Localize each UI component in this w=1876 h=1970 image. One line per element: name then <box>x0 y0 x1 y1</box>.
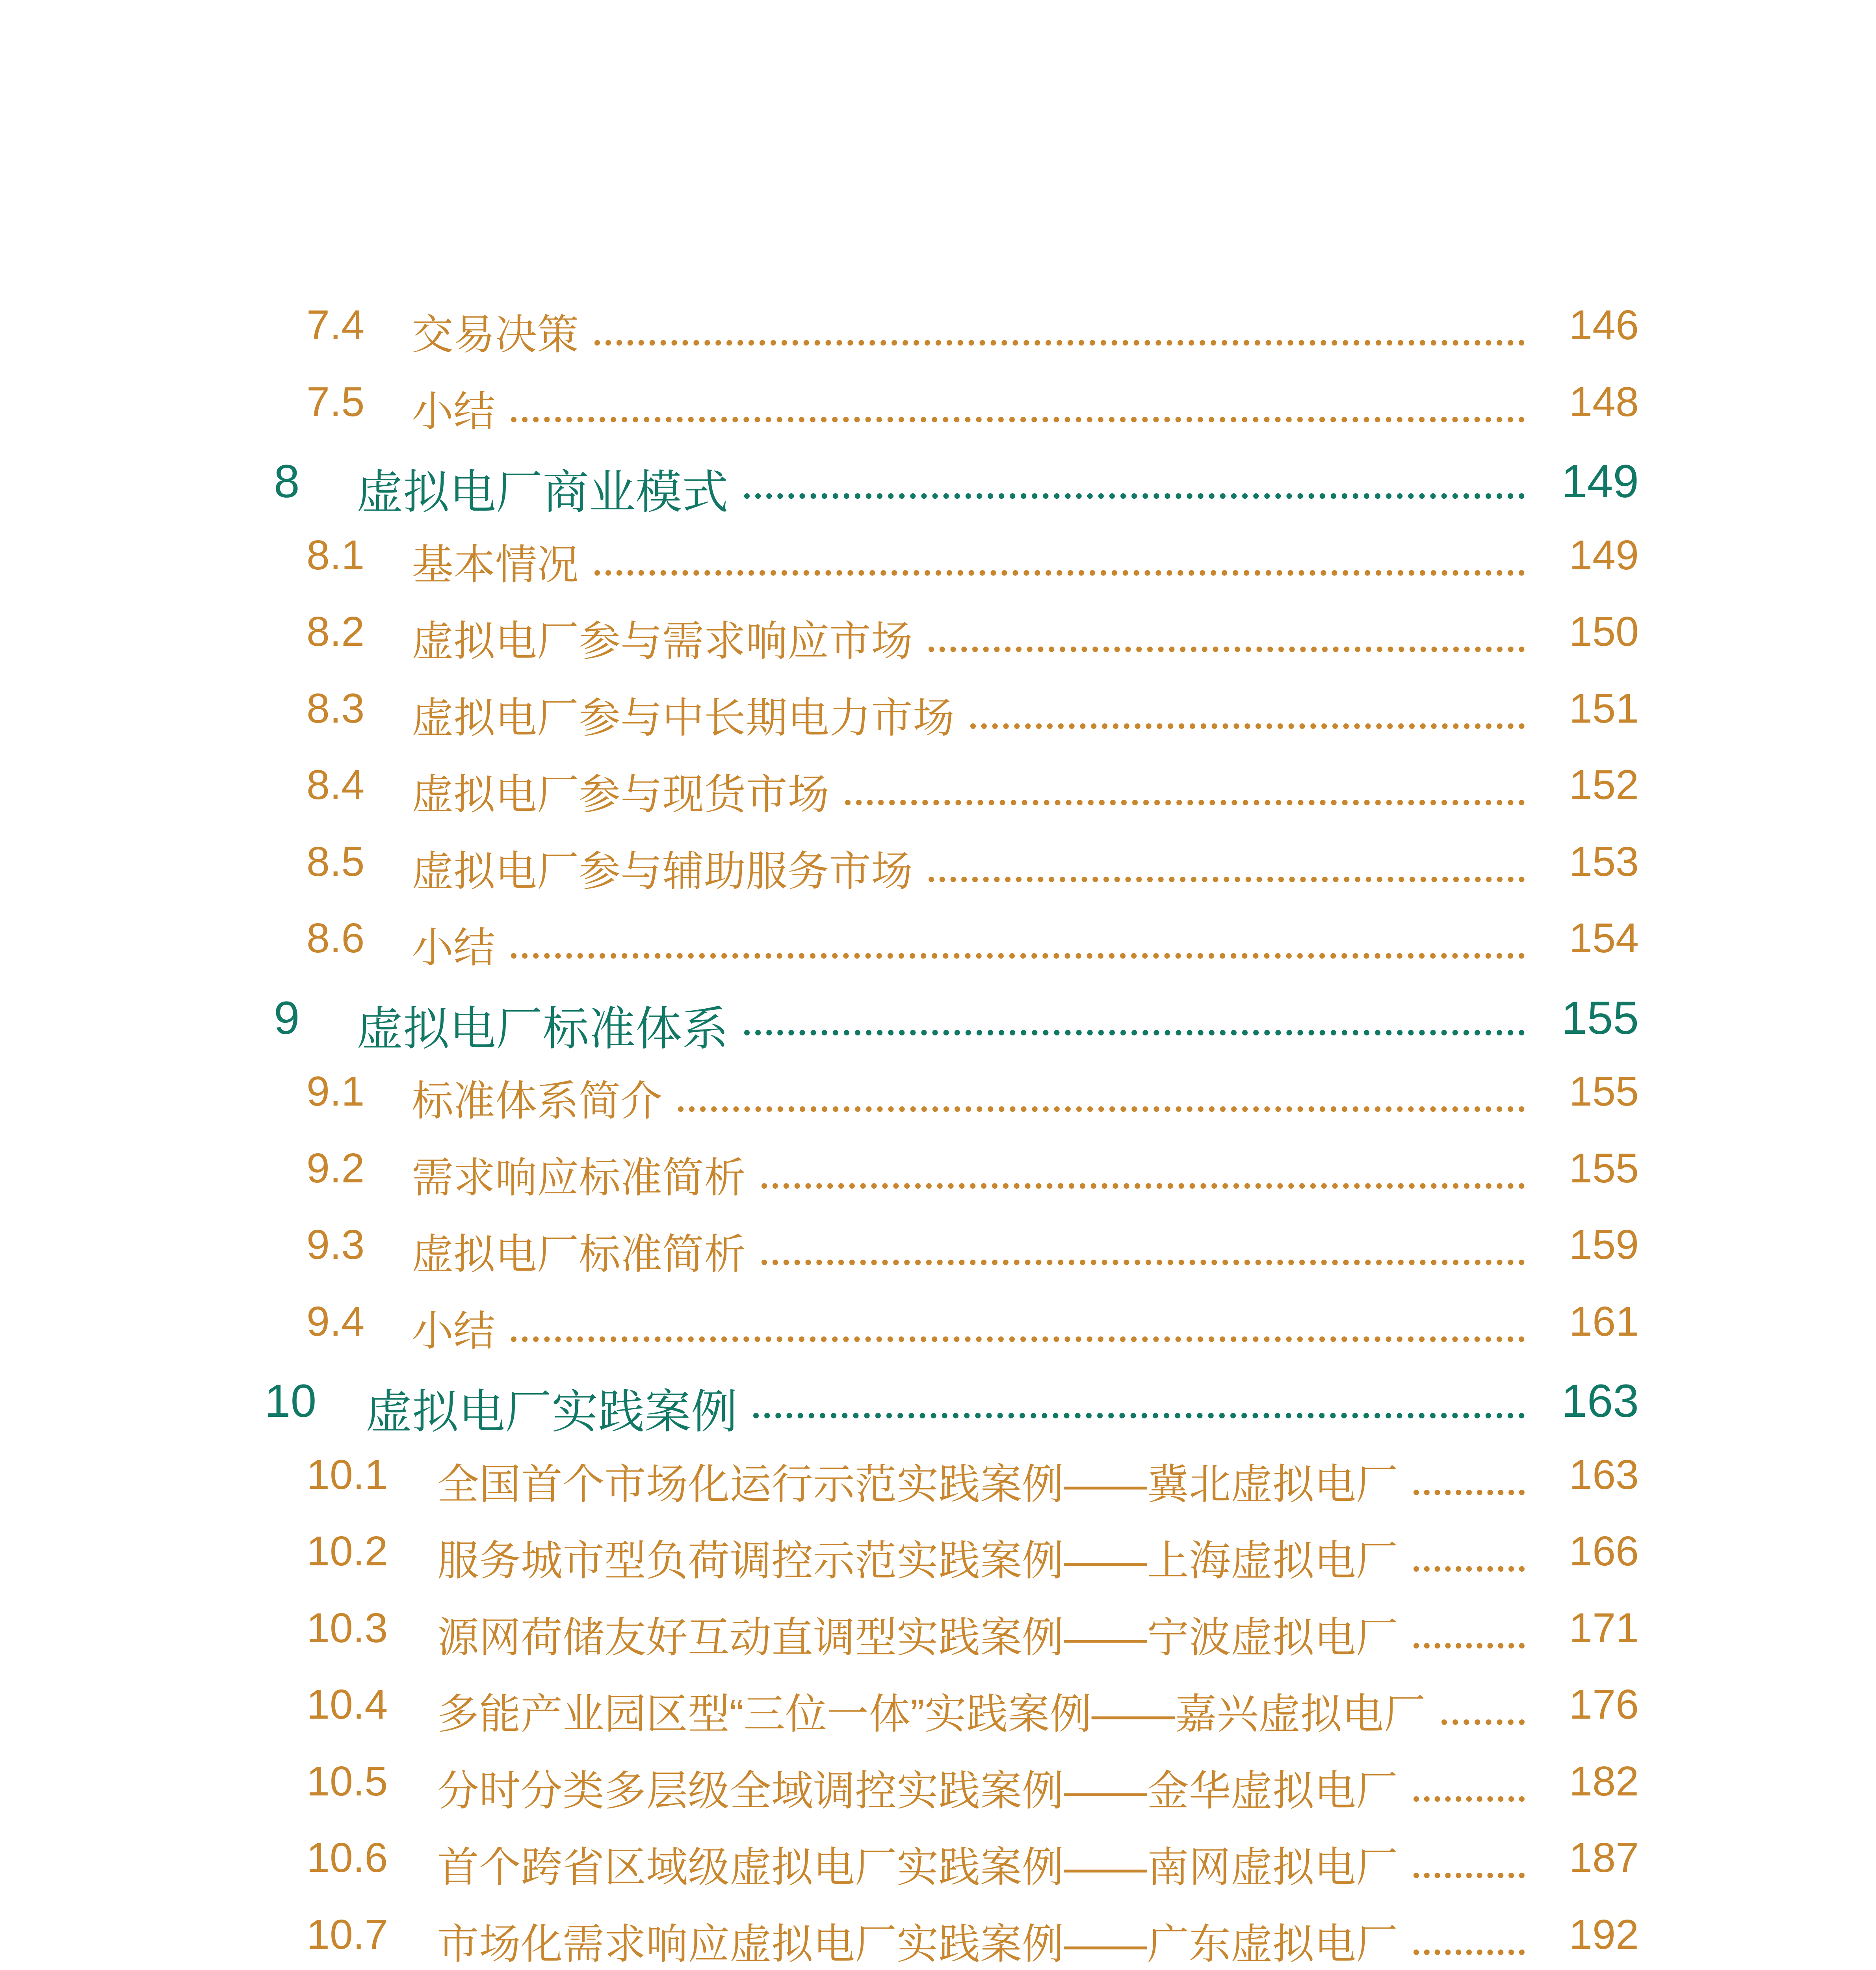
toc-dot-leader <box>511 417 1525 422</box>
toc-dot-leader <box>511 953 1525 959</box>
toc-entry-number: 7.4 <box>306 302 365 348</box>
toc-page-number: 182 <box>1569 1758 1639 1805</box>
toc-entry-number: 8.4 <box>306 762 365 808</box>
toc-section-entry[interactable] <box>0 1604 1876 1663</box>
toc-entry-number: 10.3 <box>306 1604 388 1651</box>
toc-entry-number: 10.2 <box>306 1528 388 1574</box>
toc-entry-number: 8.3 <box>306 685 365 732</box>
toc-entry-number: 9.1 <box>306 1068 365 1115</box>
toc-entry-title: 小结 <box>412 388 495 435</box>
toc-dot-leader <box>678 1106 1525 1112</box>
toc-page-number: 166 <box>1569 1528 1639 1574</box>
toc-page-number: 163 <box>1569 1451 1639 1498</box>
toc-entry-number: 8.5 <box>306 838 365 885</box>
toc-entry-number: 8.6 <box>306 915 365 961</box>
toc-entry-number: 10.6 <box>306 1834 388 1881</box>
toc-entry-title: 多能产业园区型“三位一体”实践案例——嘉兴虚拟电厂 <box>437 1691 1426 1738</box>
toc-chapter-entry[interactable] <box>0 991 1876 1055</box>
toc-entry-title: 虚拟电厂参与现货市场 <box>412 771 829 818</box>
toc-chapter-entry[interactable] <box>0 455 1876 519</box>
toc-page-number: 187 <box>1569 1834 1639 1881</box>
toc-section-entry[interactable] <box>0 1758 1876 1817</box>
toc-page-number: 150 <box>1569 608 1639 655</box>
toc-dot-leader <box>511 1336 1525 1342</box>
toc-dot-leader <box>1414 1796 1525 1802</box>
toc-entry-title: 标准体系简介 <box>412 1078 662 1124</box>
toc-page-number: 155 <box>1569 1068 1639 1115</box>
toc-section-entry[interactable] <box>0 1298 1876 1357</box>
toc-entry-number: 8.2 <box>306 608 365 655</box>
toc-dot-leader <box>1414 1490 1525 1495</box>
toc-page-number: 154 <box>1569 915 1639 961</box>
toc-entry-title: 需求响应标准简析 <box>412 1154 746 1201</box>
toc-entry-number: 7.5 <box>306 378 365 425</box>
toc-section-entry[interactable] <box>0 1145 1876 1204</box>
toc-entry-title: 源网荷储友好互动直调型实践案例——宁波虚拟电厂 <box>437 1614 1398 1661</box>
toc-entry-title: 分时分类多层级全域调控实践案例——金华虚拟电厂 <box>437 1767 1398 1814</box>
toc-page-number: 176 <box>1569 1681 1639 1728</box>
toc-dot-leader <box>762 1260 1525 1265</box>
toc-section-entry[interactable] <box>0 1068 1876 1127</box>
toc-chapter-entry[interactable] <box>0 1374 1876 1438</box>
toc-page-number: 153 <box>1569 838 1639 885</box>
toc-dot-leader <box>970 723 1525 729</box>
toc-entry-title: 服务城市型负荷调控示范实践案例——上海虚拟电厂 <box>437 1538 1398 1584</box>
toc-entry-number: 10.1 <box>306 1451 388 1498</box>
toc-entry-title: 小结 <box>412 925 495 971</box>
toc-entry-number: 8.1 <box>306 532 365 578</box>
toc-entry-title: 市场化需求响应虚拟电厂实践案例——广东虚拟电厂 <box>437 1921 1398 1968</box>
toc-dot-leader <box>1414 1643 1525 1648</box>
toc-section-entry[interactable] <box>0 1221 1876 1280</box>
toc-dot-leader <box>744 493 1525 499</box>
toc-dot-leader <box>845 800 1525 805</box>
toc-entry-title: 虚拟电厂参与中长期电力市场 <box>412 695 955 742</box>
toc-entry-title: 小结 <box>412 1308 495 1355</box>
toc-entry-title: 虚拟电厂实践案例 <box>366 1386 738 1438</box>
toc-section-entry[interactable] <box>0 838 1876 897</box>
toc-section-entry[interactable] <box>0 301 1876 361</box>
toc-page-number: 163 <box>1561 1375 1639 1427</box>
toc-page-number: 152 <box>1569 762 1639 808</box>
toc-section-entry[interactable] <box>0 761 1876 820</box>
toc-page-number: 151 <box>1569 685 1639 732</box>
toc-entry-title: 交易决策 <box>412 312 579 358</box>
toc-entry-number: 9 <box>274 992 300 1044</box>
toc-section-entry[interactable] <box>0 608 1876 667</box>
toc-entry-title: 首个跨省区域级虚拟电厂实践案例——南网虚拟电厂 <box>437 1844 1398 1891</box>
toc-page-number: 155 <box>1561 992 1639 1044</box>
toc-entry-number: 10.5 <box>306 1758 388 1805</box>
toc-dot-leader <box>929 647 1525 652</box>
toc-dot-leader <box>1441 1719 1525 1725</box>
toc-entry-number: 9.3 <box>306 1221 365 1268</box>
toc-dot-leader <box>1414 1950 1525 1955</box>
toc-entry-title: 虚拟电厂商业模式 <box>357 466 729 519</box>
toc-entry-number: 10.4 <box>306 1681 388 1728</box>
toc-entry-title: 虚拟电厂标准简析 <box>412 1231 746 1278</box>
toc-page-number: 148 <box>1569 378 1639 425</box>
toc-entry-title: 基本情况 <box>412 541 579 588</box>
toc-dot-leader <box>1414 1873 1525 1878</box>
toc-entry-title: 虚拟电厂参与辅助服务市场 <box>412 848 913 895</box>
toc-page-number: 155 <box>1569 1145 1639 1191</box>
toc-entry-number: 10.7 <box>306 1911 388 1958</box>
toc-section-entry[interactable] <box>0 532 1876 591</box>
toc-page-number: 149 <box>1561 455 1639 507</box>
toc-section-entry[interactable] <box>0 1528 1876 1587</box>
toc-entry-title: 全国首个市场化运行示范实践案例——冀北虚拟电厂 <box>437 1461 1398 1508</box>
toc-section-entry[interactable] <box>0 1834 1876 1893</box>
toc-dot-leader <box>753 1413 1525 1418</box>
toc-section-entry[interactable] <box>0 914 1876 974</box>
toc-section-entry[interactable] <box>0 378 1876 437</box>
toc-entry-number: 9.2 <box>306 1145 365 1191</box>
toc-section-entry[interactable] <box>0 685 1876 744</box>
toc-entry-number: 9.4 <box>306 1298 365 1345</box>
toc-entry-number: 10 <box>265 1375 317 1427</box>
toc-page-number: 159 <box>1569 1221 1639 1268</box>
toc-section-entry[interactable] <box>0 1681 1876 1740</box>
toc-dot-leader <box>594 570 1525 576</box>
toc-section-entry[interactable] <box>0 1451 1876 1510</box>
toc-page-number: 161 <box>1569 1298 1639 1345</box>
toc-dot-leader <box>929 877 1525 882</box>
toc-section-entry[interactable] <box>0 1911 1876 1970</box>
toc-page-number: 146 <box>1569 302 1639 348</box>
toc-page-number: 149 <box>1569 532 1639 578</box>
toc-dot-leader <box>594 340 1525 346</box>
toc-page-number: 171 <box>1569 1604 1639 1651</box>
toc-page-number: 192 <box>1569 1911 1639 1958</box>
toc-entry-number: 8 <box>274 455 300 507</box>
toc-dot-leader <box>762 1183 1525 1189</box>
toc-entry-title: 虚拟电厂标准体系 <box>357 1003 729 1055</box>
toc-dot-leader <box>1414 1566 1525 1572</box>
toc-entry-title: 虚拟电厂参与需求响应市场 <box>412 618 913 665</box>
toc-dot-leader <box>744 1030 1525 1035</box>
